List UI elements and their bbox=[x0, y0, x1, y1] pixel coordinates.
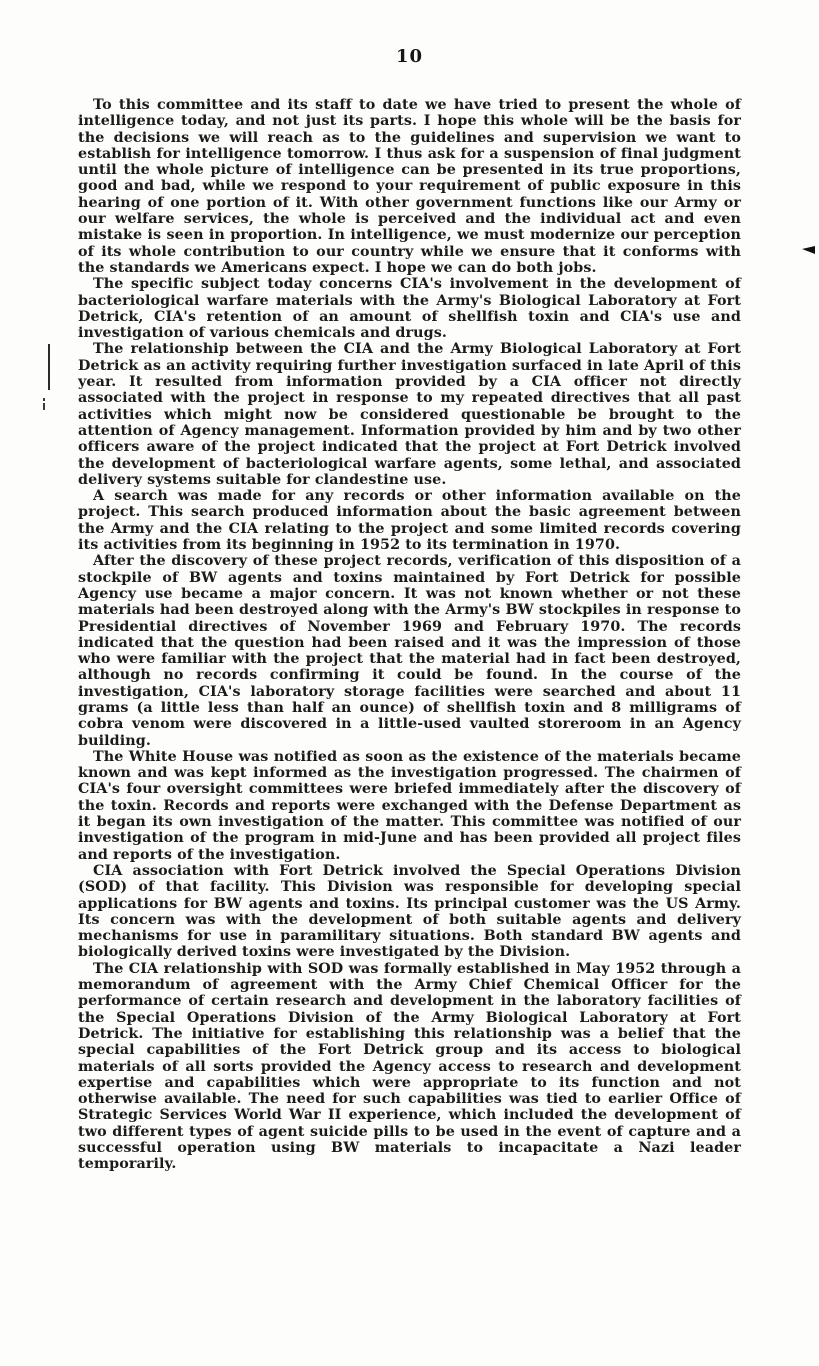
margin-line-mark bbox=[48, 344, 50, 390]
paragraph-records-search: A search was made for any records or other information available on the project. This search produced information about the basic agreement between the Army and the CIA relating to the project and some limited records covering its activities from its beginning in 1952 to its termination in 1970. bbox=[78, 488, 741, 554]
paragraph-sod-association: CIA association with Fort Detrick involved the Special Operations Division (SOD) of that facility. This Division was responsible for developing special applications for BW agents and toxins. Its principal customer was the US Army. Its concern was with the development of both suitable agents and delivery mechanisms for use in paramilitary situations. Both standard BW agents and biologically derived toxins were investigated by the Division. bbox=[78, 862, 741, 961]
page-number: 10 bbox=[395, 46, 424, 67]
paragraph-relationship-surfaced: The relationship between the CIA and the Army Biological Laboratory at Fort Detrick as an activity requiring further investigation surfaced in late April of this year. It resulted from information provided by a CIA officer not directly associated with the project in response to my repeated directives that all past activities which might now be considered questionable be brought to the attention of Agency management. Information provided by him and by two other officers aware of the project indicated that the project at Fort Detrick involved the development of bacteriological warfare agents, some lethal, and associated delivery systems suitable for clandestine use. bbox=[78, 341, 741, 488]
paragraph-intro: To this committee and its staff to date we have tried to present the whole of intelligence today, and not just its parts. I hope this whole will be the basis for the decisions we will reach as to the guidelines and supervision we want to establish for intelligence tomorrow. I thus ask for a suspension of final judgment until the whole picture of intelligence can be presented in its true proportions, good and bad, while we respond to your requirement of public exposure in this hearing of one portion of it. With other government functions like our Army or our welfare services, the whole is perceived and the individual act and even mistake is seen in proportion. In intelligence, we must modernize our perception of its whole contribution to our country while we ensure that it conforms with the standards we Americans expect. I hope we can do both jobs. bbox=[78, 97, 741, 276]
document-body bbox=[78, 97, 741, 1173]
paragraph-white-house-notified: The White House was notified as soon as the existence of the materials became known and was kept informed as the investigation progressed. The chairmen of CIA's four oversight committees were briefed immediately after the discovery of the toxin. Records and reports were exchanged with the Defense Department as it began its own investigation of the matter. This committee was notified of our investigation of the program in mid-June and has been provided all project files and reports of the investigation. bbox=[78, 748, 741, 863]
paragraph-specific-subject: The specific subject today concerns CIA's involvement in the development of bacteriological warfare materials with the Army's Biological Laboratory at Fort Detrick, CIA's retention of an amount of shellfish toxin and CIA's use and investigation of various chemicals and drugs. bbox=[78, 276, 741, 342]
paragraph-sod-history: The CIA relationship with SOD was formally established in May 1952 through a memorandum of agreement with the Army Chief Chemical Officer for the performance of certain research and development in the laboratory facilities of the Special Operations Division of the Army Biological Laboratory at Fort Detrick. The initiative for establishing this relationship was a belief that the special capabilities of the Fort Detrick group and its access to biological materials of all sorts provided the Agency access to research and development expertise and capabilities which were appropriate to its function and not otherwise available. The need for such capabilities was tied to earlier Office of Strategic Services World War II experience, which included the development of two different types of agent suicide pills to be used in the event of capture and a successful operation using BW materials to incapacitate a Nazi leader temporarily. bbox=[78, 960, 741, 1173]
paragraph-stockpile-verification: After the discovery of these project records, verification of this disposition of a stockpile of BW agents and toxins maintained by Fort Detrick for possible Agency use became a major concern. It was not known whether or not these materials had been destroyed along with the Army's BW stockpiles in response to Presidential directives of November 1969 and February 1970. The records indicated that the question had been raised and it was the impression of those who were familiar with the project that the material had in fact been destroyed, although no records confirming it could be found. In the course of the investigation, CIA's laboratory storage facilities were searched and about 11 grams (a little less than half an ounce) of shellfish toxin and 8 milligrams of cobra venom were discovered in a little-used vaulted storeroom in an Agency building. bbox=[78, 553, 741, 749]
margin-tick-mark bbox=[43, 398, 45, 410]
margin-arrow-mark bbox=[802, 246, 815, 254]
